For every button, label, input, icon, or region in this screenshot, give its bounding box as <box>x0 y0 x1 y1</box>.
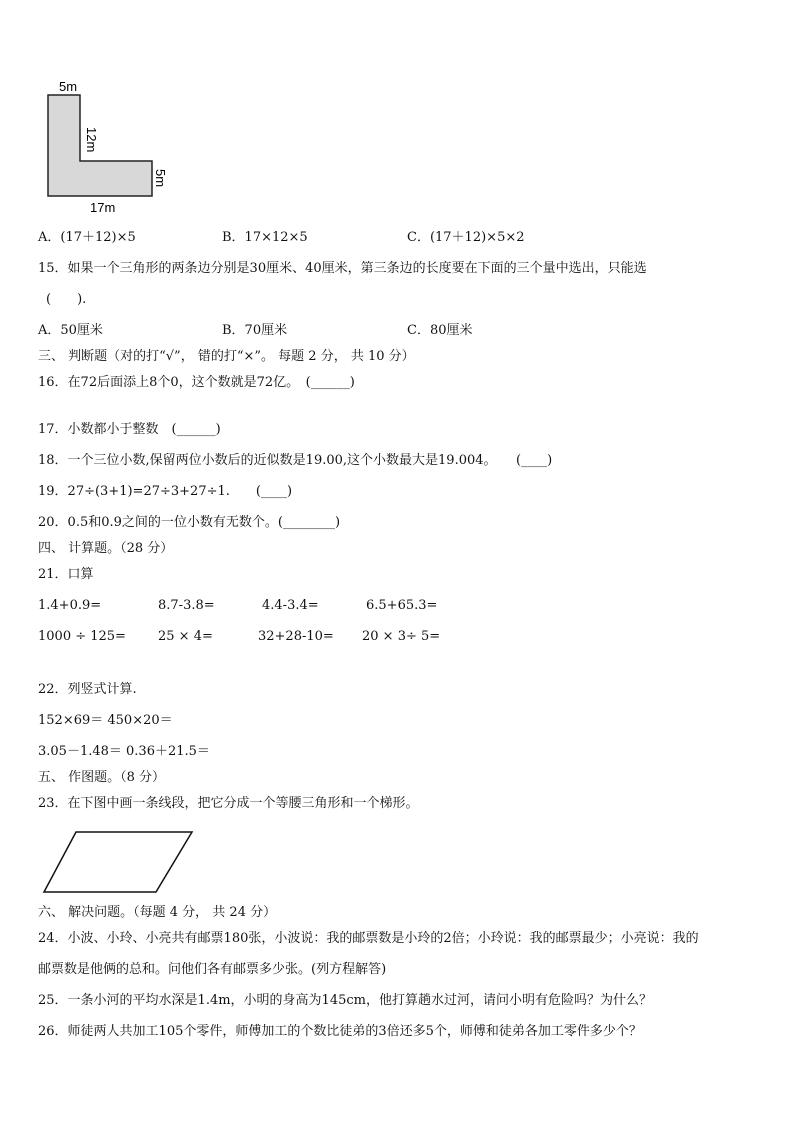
q22-line1: 152×69＝ 450×20＝ <box>38 713 173 728</box>
q21-r1-c1: 1.4+0.9= <box>38 598 102 613</box>
q18: 18．一个三位小数,保留两位小数后的近似数是19.00,这个小数最大是19.004。 (____) <box>38 453 553 468</box>
section6-title: 六、 解决问题。（每题 4 分， 共 24 分） <box>38 905 277 920</box>
section3-title: 三、 判断题（对的打“√”， 错的打“×”。 每题 2 分， 共 10 分） <box>38 349 415 364</box>
q22-line2: 3.05－1.48＝ 0.36＋21.5＝ <box>38 744 210 759</box>
l-shape-figure <box>40 75 180 215</box>
q21-r1-c2: 8.7-3.8= <box>158 598 215 613</box>
q21-r2-c4: 20 × 3÷ 5= <box>362 629 441 644</box>
q15-option-b: B．70厘米 <box>222 323 288 338</box>
q15-option-a: A．50厘米 <box>38 323 103 338</box>
q16: 16．在72后面添上8个0，这个数就是72亿。 (______) <box>38 375 355 390</box>
q15-blank: ( ). <box>46 292 87 307</box>
q20: 20．0.5和0.9之间的一位小数有无数个。(________) <box>38 515 341 530</box>
q19: 19．27÷(3+1)=27÷3+27÷1. (____) <box>38 484 293 499</box>
q21-r1-c3: 4.4-3.4= <box>262 598 319 613</box>
parallelogram-figure <box>40 828 200 898</box>
q14-option-a: A．(17＋12)×5 <box>38 230 136 245</box>
q14-option-b: B．17×12×5 <box>222 230 308 245</box>
q21-r2-c2: 25 × 4= <box>158 629 213 644</box>
section4-title: 四、 计算题。（28 分） <box>38 541 174 556</box>
q15-option-c: C．80厘米 <box>407 323 473 338</box>
parallelogram <box>44 832 192 892</box>
q17: 17．小数都小于整数 (______) <box>38 422 221 437</box>
q24-line1: 24．小波、小玲、小亮共有邮票180张，小波说：我的邮票数是小玲的2倍；小玲说：我的邮票最少；小亮说：我的 <box>38 931 699 946</box>
q25: 25．一条小河的平均水深是1.4m，小明的身高为145cm，他打算趟水过河，请问小明有危险吗？为什么？ <box>38 993 652 1008</box>
l-shape-polygon <box>48 95 152 196</box>
q26: 26．师徒两人共加工105个零件，师傅加工的个数比徒弟的3倍还多5个，师傅和徒弟各加工零件多少个？ <box>38 1024 642 1039</box>
label-12m: 12m <box>84 127 99 153</box>
q15-stem: 15．如果一个三角形的两条边分别是30厘米、40厘米，第三条边的长度要在下面的三个量中选出，只能选 <box>38 261 647 276</box>
q21-title: 21．口算 <box>38 567 94 582</box>
label-5m-right: 5m <box>153 169 168 188</box>
q21-r1-c4: 6.5+65.3= <box>366 598 438 613</box>
q21-r2-c3: 32+28-10= <box>258 629 334 644</box>
q23: 23．在下图中画一条线段，把它分成一个等腰三角形和一个梯形。 <box>38 796 419 811</box>
q22-title: 22．列竖式计算. <box>38 682 137 697</box>
section5-title: 五、 作图题。（8 分） <box>38 770 166 785</box>
q14-option-c: C．(17＋12)×5×2 <box>407 230 525 245</box>
q21-r2-c1: 1000 ÷ 125= <box>38 629 126 644</box>
q24-line2: 邮票数是他俩的总和。问他们各有邮票多少张。(列方程解答) <box>38 962 387 977</box>
label-top: 5m <box>59 79 78 94</box>
label-bottom: 17m <box>90 200 116 215</box>
